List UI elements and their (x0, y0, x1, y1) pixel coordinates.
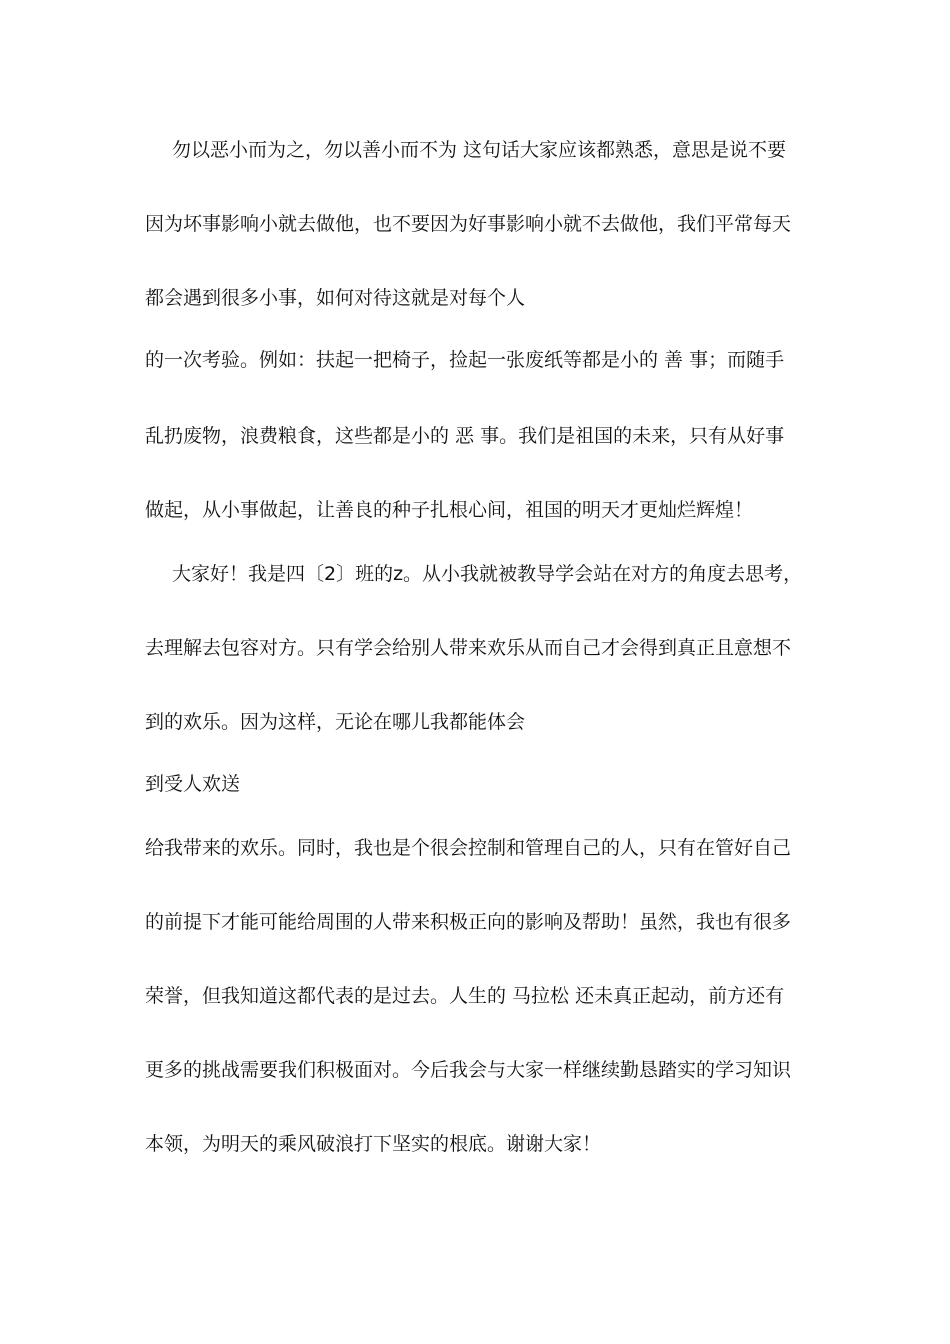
paragraph-1-line-6: 做起，从小事做起，让善良的种子扎根心间，祖国的明天才更灿烂辉煌！ (145, 499, 754, 521)
paragraph-1-line-1: 勿以恶小而为之，勿以善小而不为 这句话大家应该都熟悉，意思是说不要 (172, 139, 787, 161)
paragraph-2-line-3: 到的欢乐。因为这样，无论在哪儿我都能体会 (145, 711, 526, 733)
paragraph-2-line-4: 到受人欢送 (145, 773, 241, 795)
paragraph-1-line-4: 的一次考验。例如：扶起一把椅子，捡起一张废纸等都是小的 善 事；而随手 (145, 349, 785, 371)
paragraph-2-line-1: 大家好！我是四〔2〕班的z。从小我就被教导学会站在对方的角度去思考， (172, 563, 802, 585)
paragraph-1-line-5: 乱扔废物，浪费粮食，这些都是小的 恶 事。我们是祖国的未来，只有从好事 (145, 425, 785, 447)
paragraph-2-line-2: 去理解去包容对方。只有学会给别人带来欢乐从而自己才会得到真正且意想不 (145, 637, 792, 659)
paragraph-1-line-2: 因为坏事影响小就去做他，也不要因为好事影响小就不去做他，我们平常每天 (145, 213, 792, 235)
paragraph-2-line-9: 本领，为明天的乘风破浪打下坚实的根底。谢谢大家！ (145, 1133, 602, 1155)
paragraph-2-line-7: 荣誉，但我知道这都代表的是过去。人生的 马拉松 还未真正起动，前方还有 (145, 985, 785, 1007)
paragraph-2-line-5: 给我带来的欢乐。同时，我也是个很会控制和管理自己的人，只有在管好自己 (145, 837, 792, 859)
paragraph-2-line-6: 的前提下才能可能给周围的人带来积极正向的影响及帮助！虽然，我也有很多 (145, 911, 792, 933)
paragraph-1-line-3: 都会遇到很多小事，如何对待这就是对每个人 (145, 287, 526, 309)
paragraph-2-line-8: 更多的挑战需要我们积极面对。今后我会与大家一样继续勤恳踏实的学习知识 (145, 1059, 792, 1081)
